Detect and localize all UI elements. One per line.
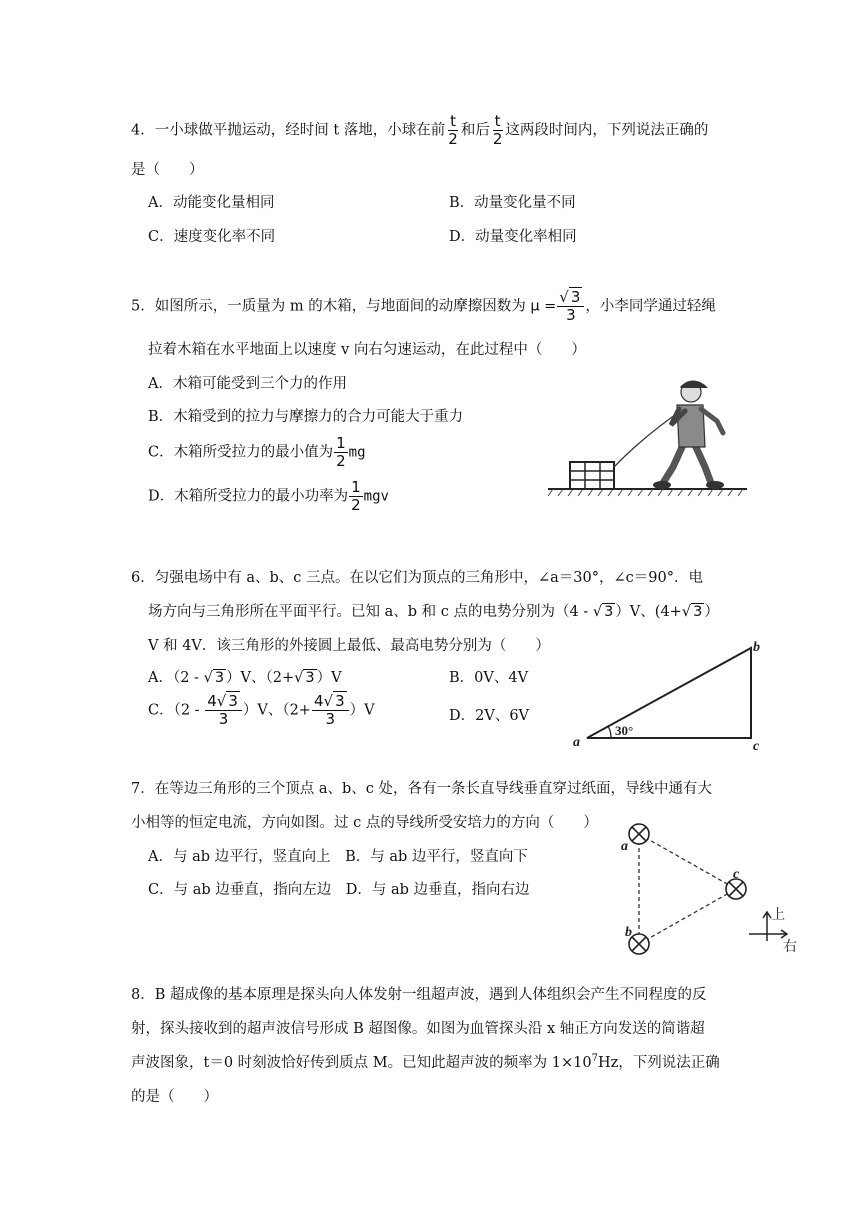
fraction-4sqrt3-over-3: $\frac{4√ 3}{3}$ [205, 694, 242, 727]
sqrt-3: √ 3 [681, 604, 703, 620]
vertex-a-label: a [621, 839, 628, 854]
q6-option-c: C．（2 - $\frac{4√ 3}{3}$ ）V、（2+ $\frac{4√ 3}{3}$ ）V [148, 692, 375, 728]
sqrt-3: √ 3 [592, 604, 614, 620]
q7-options-cd: C．与 ab 边垂直，指向左边 D．与 ab 边垂直，指向右边 [148, 882, 530, 898]
vertex-a-label: a [573, 735, 580, 750]
q6-option-b: B．0V、4V [449, 670, 529, 686]
q8-line1: 8．B 超成像的基本原理是探头向人体发射一组超声波，遇到人体组织会产生不同程度的反 [131, 987, 707, 1003]
sqrt-3: √ 3 [294, 670, 315, 686]
q6-line3: V 和 4V．该三角形的外接圆上最低、最高电势分别为（ ） [148, 638, 550, 654]
q8-line4: 的是（ ） [131, 1089, 218, 1105]
angle-label: 30° [615, 723, 634, 738]
q7-line1: 7．在等边三角形的三个顶点 a、b、c 处，各有一条长直导线垂直穿过纸面，导线中通有大 [131, 781, 712, 797]
q7-line2: 小相等的恒定电流，方向如图。过 c 点的导线所受安培力的方向（ ） [131, 815, 598, 831]
right-label: 右 [783, 940, 797, 955]
q4-option-a: A．动能变化量相同 [148, 195, 275, 211]
fraction-one-half: $\frac{1}{2}$ [336, 434, 346, 470]
q5-option-c: C．木箱所受拉力的最小值为 $\frac{1}{2}$ mg [148, 434, 366, 470]
q4-option-b: B．动量变化量不同 [449, 195, 576, 211]
q5-option-b: B．木箱受到的拉力与摩擦力的合力可能大于重力 [148, 409, 464, 425]
q4-option-c: C．速度变化率不同 [148, 229, 276, 245]
wire-into-page-icon [629, 934, 649, 954]
wire-into-page-icon [726, 879, 746, 899]
q5-option-a: A．木箱可能受到三个力的作用 [148, 376, 347, 392]
q8-line2: 射，探头接收到的超声波信号形成 B 超图像。如图为血管探头沿 x 轴正方向发送的简谐超 [131, 1021, 705, 1037]
up-label: 上 [771, 908, 785, 923]
fraction-4sqrt3-over-3: $\frac{4√ 3}{3}$ [312, 694, 349, 727]
fraction-t-over-2: $\frac{t}{2}$ [492, 112, 503, 148]
vertex-b-label: b [753, 640, 760, 655]
q8-line3: 声波图象，t＝0 时刻波恰好传到质点 M。已知此超声波的频率为 $1\times 10^7Hz$，下列说法正确 [131, 1053, 720, 1071]
wire-into-page-icon [629, 824, 649, 844]
sqrt-3: √ 3 [203, 670, 225, 686]
q6-line1: 6．匀强电场中有 a、b、c 三点。在以它们为顶点的三角形中，∠a＝30°，∠c＝90°．电 [131, 570, 703, 586]
q4-line1: 4．一小球做平抛运动，经时间 t 落地，小球在前 $\frac{t}{2}$ 和后 $\frac{t}{2}$ 这两段时间内，下列说法正确的 [131, 112, 709, 148]
q5-line1: 5．如图所示，一质量为 m 的木箱，与地面间的动摩擦因数为 μ = $\frac{√ 3}{3}$ ，小李同学通过轻绳 [131, 288, 716, 324]
vertex-c-label: c [733, 867, 740, 882]
mu-label: μ = [530, 298, 557, 315]
q6-option-a: A．（2 - √ 3 ）V、（2+√ 3 ）V [148, 670, 342, 686]
q5-line2: 拉着木箱在水平地面上以速度 v 向右匀速运动，在此过程中（ ） [148, 342, 586, 358]
vertex-b-label: b [625, 925, 632, 940]
q7-options-ab: A．与 ab 边平行，竖直向上 B．与 ab 边平行，竖直向下 [148, 849, 528, 865]
q4-line2: 是（ ） [131, 162, 204, 178]
q5-figure-person-pulling-box [545, 375, 750, 500]
q5-option-d: D．木箱所受拉力的最小功率为 $\frac{1}{2}$ mgv [148, 478, 389, 514]
vertex-c-label: c [753, 739, 760, 754]
fraction-sqrt3-over-3: $\frac{√ 3}{3}$ [557, 290, 584, 323]
q4-option-d: D．动量变化率相同 [449, 229, 577, 245]
q6-figure-triangle [565, 632, 770, 754]
q7-figure-wires-triangle [615, 812, 805, 962]
q6-option-d: D．2V、6V [449, 708, 530, 724]
q6-line2: 场方向与三角形所在平面平行。已知 a、b 和 c 点的电势分别为（4 - √ 3 ）V、(4+√ 3 ） [148, 604, 719, 620]
fraction-t-over-2: $\frac{t}{2}$ [448, 112, 458, 148]
fraction-one-half: $\frac{1}{2}$ [351, 478, 361, 514]
